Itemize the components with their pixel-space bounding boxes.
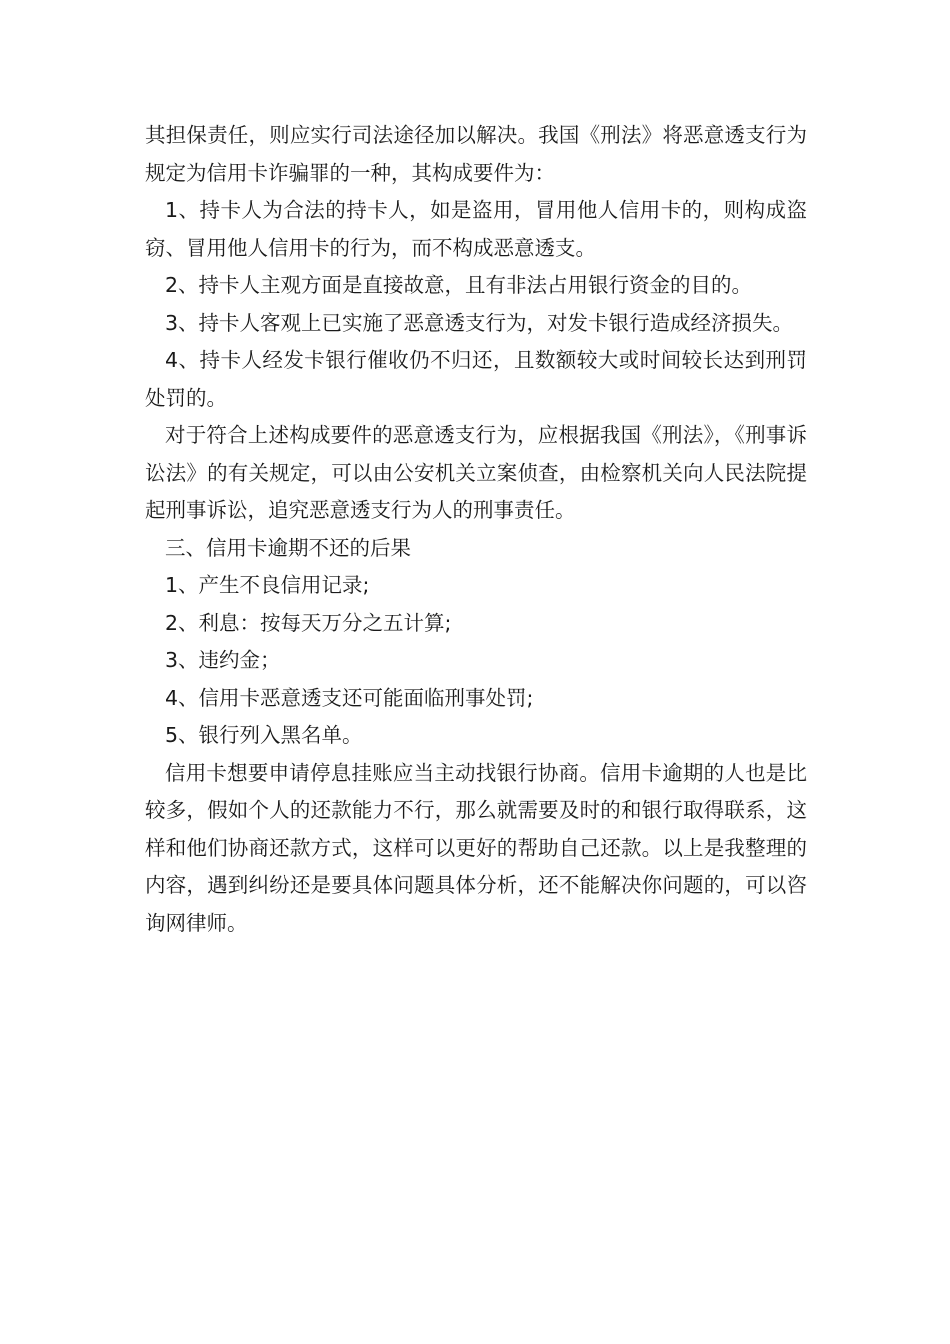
list-item-consequence-3: 3、违约金； bbox=[165, 648, 281, 672]
list-item-consequence-2: 2、利息：按每天万分之五计算; bbox=[165, 610, 452, 635]
list-item-consequence-5: 5、银行列入黑名单。 bbox=[165, 723, 363, 747]
paragraph-requirement-4: 4、持卡人经发卡银行催收仍不归还，且数额较大或时间较长达到刑罚处罚的。 bbox=[145, 348, 807, 410]
paragraph-requirement-1: 1、持卡人为合法的持卡人，如是盗用，冒用他人信用卡的，则构成盗窃、冒用他人信用卡的行为，而不构成恶意透支。 bbox=[145, 198, 807, 260]
document-body bbox=[145, 117, 807, 942]
paragraph-requirement-2: 2、持卡人主观方面是直接故意，且有非法占用银行资金的目的。 bbox=[165, 273, 753, 297]
section-heading-consequences: 三、信用卡逾期不还的后果 bbox=[165, 535, 411, 560]
list-item-consequence-4: 4、信用卡恶意透支还可能面临刑事处罚; bbox=[165, 685, 534, 710]
list-item-consequence-1: 1、产生不良信用记录; bbox=[165, 573, 370, 597]
paragraph-conclusion: 信用卡想要申请停息挂账应当主动找银行协商。信用卡逾期的人也是比较多，假如个人的还款能力不行，那么就需要及时的和银行取得联系，这样和他们协商还款方式，这样可以更好的帮助自己还款。以上是我整理的内容，遇到纠纷还是要具体问题具体分析，还不能解决你问题的，可以咨询网律师。 bbox=[145, 760, 807, 935]
paragraph-intro: 其担保责任，则应实行司法途径加以解决。我国《刑法》将恶意透支行为规定为信用卡诈骗罪的一种，其构成要件为： bbox=[145, 123, 807, 185]
paragraph-requirement-3: 3、持卡人客观上已实施了恶意透支行为，对发卡银行造成经济损失。 bbox=[165, 310, 794, 335]
paragraph-legal-action: 对于符合上述构成要件的恶意透支行为，应根据我国《刑法》，《刑事诉讼法》的有关规定，可以由公安机关立案侦查，由检察机关向人民法院提起刑事诉讼，追究恶意透支行为人的刑事责任。 bbox=[145, 423, 807, 522]
